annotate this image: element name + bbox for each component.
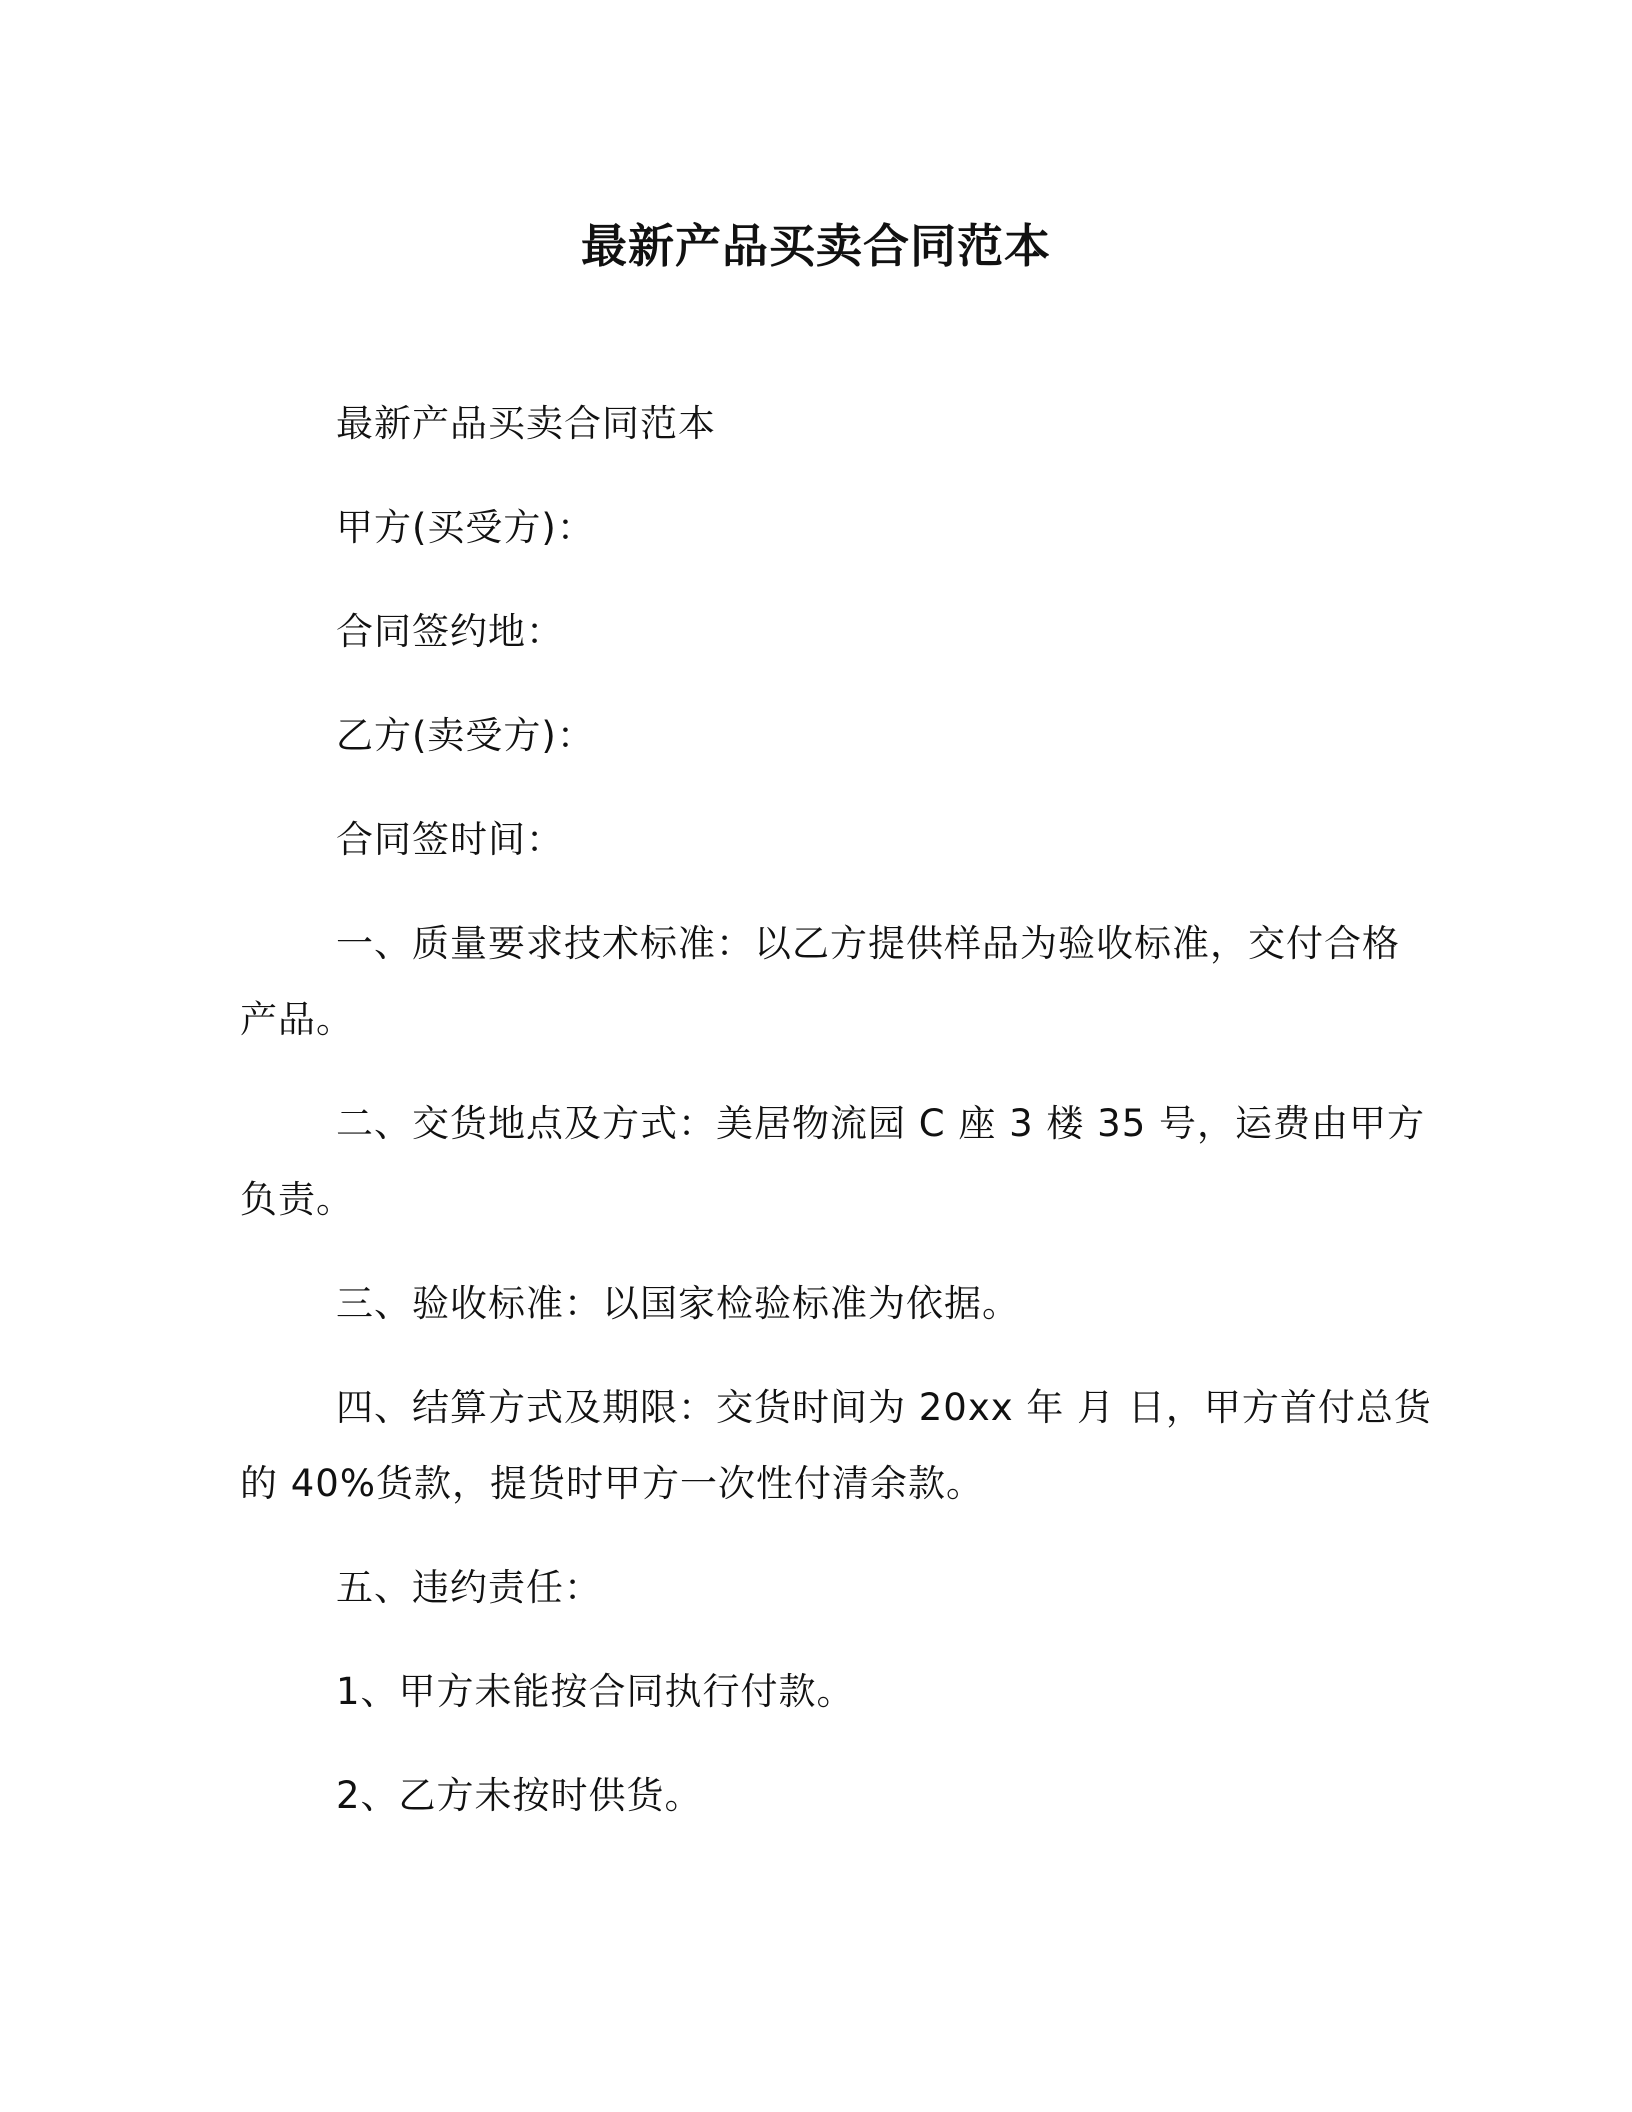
paragraph-line: 乙方(卖受方)： (336, 714, 595, 757)
paragraph-clause-3 (240, 1266, 1390, 1342)
paragraph-line: 最新产品买卖合同范本 (336, 402, 716, 445)
paragraph-clause-5 (240, 1550, 1390, 1626)
paragraph-subtitle (240, 386, 1390, 462)
paragraph-clause-2 (240, 1086, 1426, 1238)
paragraph-line: 三、验收标准：以国家检验标准为依据。 (336, 1282, 1020, 1325)
paragraph-party-b (240, 698, 1390, 774)
paragraph-line: 负责。 (240, 1178, 354, 1221)
paragraph-line: 合同签时间： (336, 818, 564, 861)
paragraph-line: 的 40%货款，提货时甲方一次性付清余款。 (240, 1462, 984, 1505)
paragraph-clause-4 (240, 1370, 1432, 1522)
paragraph-line: 二、交货地点及方式：美居物流园 C 座 3 楼 35 号，运费由甲方 (336, 1102, 1426, 1145)
paragraph-line: 1、甲方未能按合同执行付款。 (336, 1670, 855, 1713)
paragraph-signing-place (240, 594, 1390, 670)
paragraph-line: 产品。 (240, 998, 354, 1041)
paragraph-line: 四、结算方式及期限：交货时间为 20xx 年 月 日，甲方首付总货 (336, 1386, 1432, 1429)
paragraph-line: 合同签约地： (336, 610, 564, 653)
paragraph-line: 2、乙方未按时供货。 (336, 1774, 703, 1817)
paragraph-item-2 (240, 1758, 1390, 1834)
paragraph-line: 甲方(买受方)： (336, 506, 595, 549)
paragraph-item-1 (240, 1654, 1390, 1730)
paragraph-clause-1 (240, 906, 1400, 1058)
paragraph-signing-time (240, 802, 1390, 878)
document-title: 最新产品买卖合同范本 (581, 219, 1051, 273)
paragraph-line: 一、质量要求技术标准：以乙方提供样品为验收标准，交付合格 (336, 922, 1400, 965)
paragraph-party-a (240, 490, 1390, 566)
paragraph-line: 五、违约责任： (336, 1566, 602, 1609)
